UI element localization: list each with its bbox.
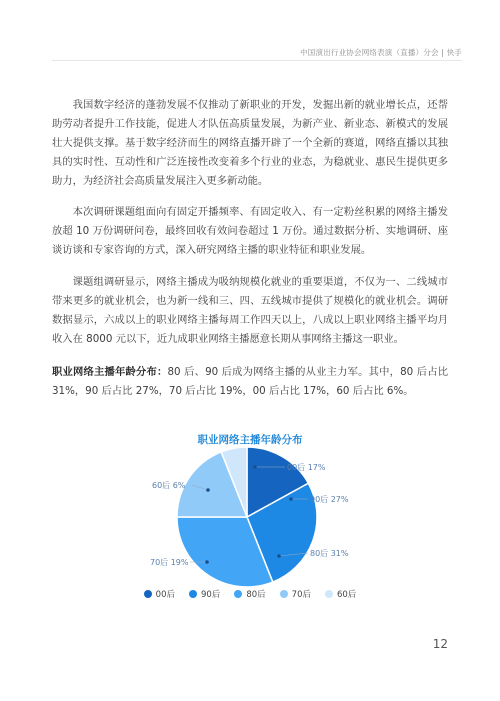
- legend-item-80: [234, 588, 265, 600]
- legend-label-60: 60后: [336, 590, 357, 600]
- legend-item-90: [189, 588, 220, 600]
- legend-dot-60: [325, 590, 333, 598]
- leader-dot-00后: [253, 465, 257, 469]
- legend-dot-80: [234, 590, 242, 598]
- paragraph-1: 我国数字经济的蓬勃发展不仅推动了新职业的开发，发掘出新的就业增长点，还帮助劳动者提升工作技能，促进人才队伍高质量发展，为新产业、新业态、新模式的发展壮大提供支撑。基于数字经济而生的网络直播开辟了一个全新的赛道，网络直播以其独具的实时性、互动性和广泛连接性改变着多个行业的业态，为稳就业、惠民生提供更多助力，为经济社会高质量发展注入更多新动能。: [52, 99, 448, 187]
- running-header: 中国演出行业协会网络表演（直播）分会 | 快手: [300, 48, 462, 57]
- slice-label-90后: 90后 27%: [310, 495, 349, 504]
- legend-dot-70: [280, 590, 288, 598]
- age-distribution-text: 80 后、90 后成为网络主播的从业主力军。其中，80 后占比 31%，90 后占比 27%，70 后占比 19%，00 后占比 17%，60 后占比 6%。: [52, 366, 448, 397]
- slice-label-60后: 60后 6%: [152, 481, 186, 490]
- slice-label-80后: 80后 31%: [310, 549, 349, 558]
- legend-label-90: 90后: [201, 590, 221, 600]
- chart-title: 职业网络主播年龄分布: [197, 434, 303, 446]
- legend-label-00: 00后: [155, 590, 175, 600]
- legend-dot-00: [144, 590, 152, 598]
- slice-label-70后: 70后 19%: [150, 558, 189, 567]
- paragraph-2: 本次调研课题组面向有固定开播频率、有固定收入、有一定粉丝积累的网络主播发放超 10 万份调研问卷，最终回收有效问卷超过 1 万份。通过数据分析、实地调研、座谈访谈和专家咨询的方式，深入研究网络主播的职业特征和职业发展。: [52, 206, 448, 256]
- leader-dot-80后: [277, 554, 281, 558]
- legend-item-00: [144, 588, 175, 600]
- legend-dot-90: [189, 590, 197, 598]
- legend-label-70: 70后: [291, 590, 311, 600]
- leader-dot-60后: [206, 488, 210, 492]
- paragraph-3: 课题组调研显示，网络主播成为吸纳规模化就业的重要渠道，不仅为一、二线城市带来更多的就业机会，也为新一线和三、四、五线城市提供了规模化的就业机会。调研数据显示，六成以上的职业网络主播每周工作四天以上，八成以上职业网络主播平均月收入在 8000 元以下，近九成职业网络主播愿意长期从事网络主播这一职业。: [52, 276, 448, 345]
- age-distribution-heading: 职业网络主播年龄分布：: [52, 366, 168, 378]
- page-number: 12: [432, 637, 448, 651]
- chart-legend: [0, 588, 500, 600]
- slice-label-00后: 00后 17%: [287, 463, 326, 472]
- legend-item-70: [280, 588, 311, 600]
- leader-dot-70后: [205, 560, 209, 564]
- legend-label-80: 80后: [246, 590, 266, 600]
- legend-item-60: [325, 588, 356, 600]
- leader-dot-90后: [289, 497, 293, 501]
